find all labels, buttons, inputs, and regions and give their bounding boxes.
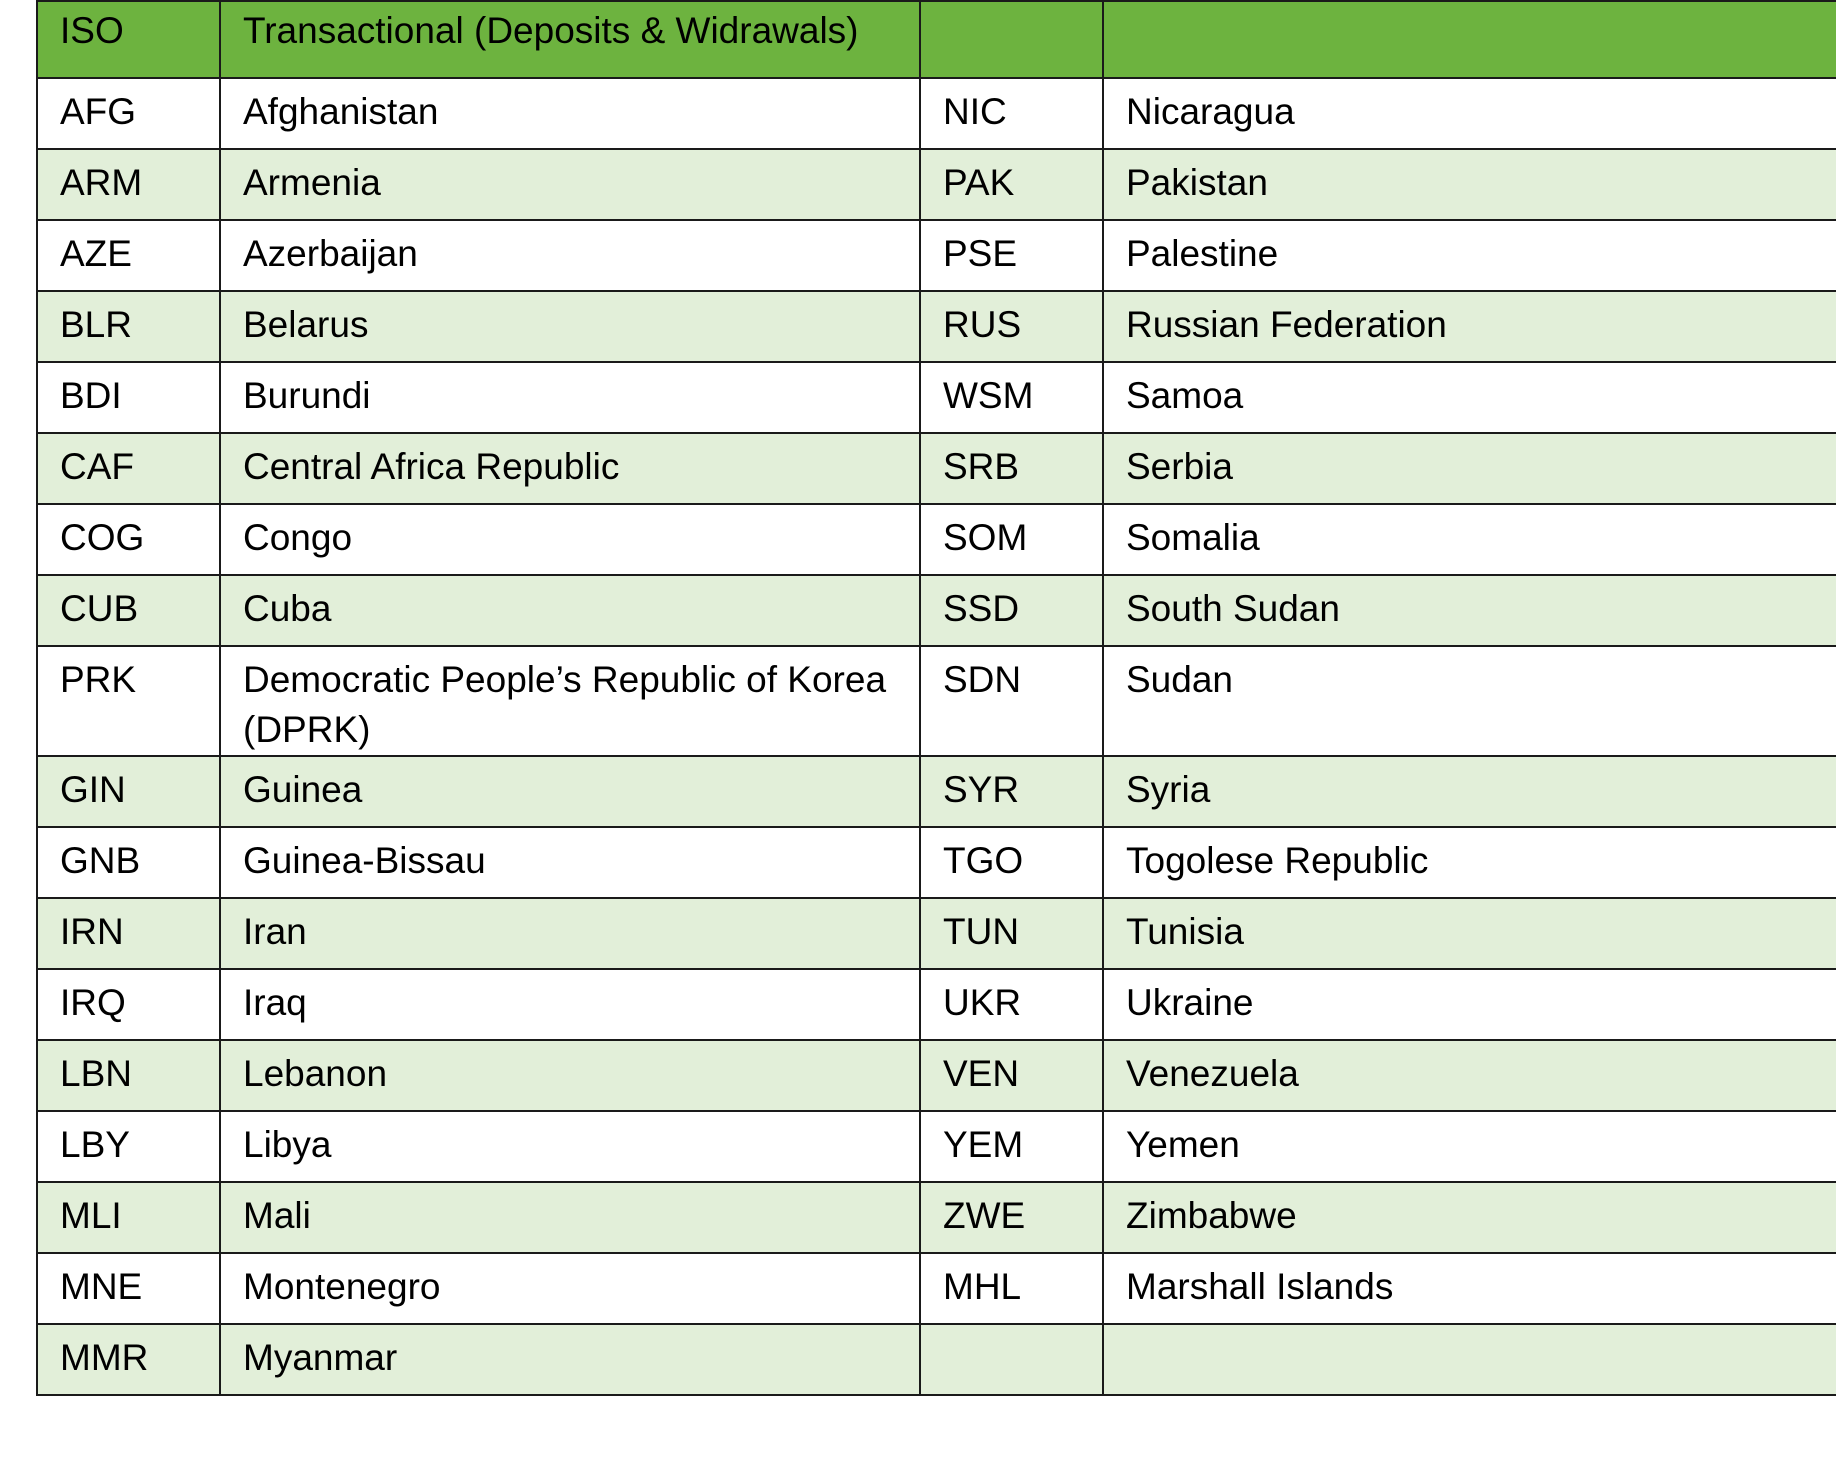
iso-code-cell: WSM	[920, 362, 1103, 433]
table-row	[37, 756, 1836, 827]
iso-code-cell: PAK	[920, 149, 1103, 220]
country-name-cell: Cuba	[220, 575, 920, 646]
country-name-cell: Somalia	[1103, 504, 1836, 575]
iso-code-cell: MMR	[37, 1324, 220, 1395]
country-name-cell: Lebanon	[220, 1040, 920, 1111]
table-row	[37, 827, 1836, 898]
table-row	[37, 898, 1836, 969]
table-row	[37, 1040, 1836, 1111]
iso-code-cell: COG	[37, 504, 220, 575]
iso-code-cell: GIN	[37, 756, 220, 827]
table-row	[37, 1253, 1836, 1324]
country-name-cell: Afghanistan	[220, 78, 920, 149]
iso-code-cell: PRK	[37, 646, 220, 756]
iso-code-cell: SDN	[920, 646, 1103, 756]
iso-code-cell: IRN	[37, 898, 220, 969]
country-name-cell: Syria	[1103, 756, 1836, 827]
table-row	[37, 1111, 1836, 1182]
country-iso-table	[36, 0, 1836, 1396]
iso-code-cell: MLI	[37, 1182, 220, 1253]
iso-code-cell: NIC	[920, 78, 1103, 149]
country-name-cell: Guinea-Bissau	[220, 827, 920, 898]
country-name-cell: Armenia	[220, 149, 920, 220]
iso-code-cell: CAF	[37, 433, 220, 504]
country-name-cell: Ukraine	[1103, 969, 1836, 1040]
iso-code-cell: VEN	[920, 1040, 1103, 1111]
country-name-cell: Guinea	[220, 756, 920, 827]
country-name-cell: South Sudan	[1103, 575, 1836, 646]
iso-code-cell: UKR	[920, 969, 1103, 1040]
country-name-cell: Palestine	[1103, 220, 1836, 291]
iso-code-cell: PSE	[920, 220, 1103, 291]
iso-code-cell: MHL	[920, 1253, 1103, 1324]
country-name-cell: Iraq	[220, 969, 920, 1040]
country-name-cell: Iran	[220, 898, 920, 969]
table-row	[37, 646, 1836, 756]
country-name-cell: Yemen	[1103, 1111, 1836, 1182]
country-name-cell: Montenegro	[220, 1253, 920, 1324]
header-blank	[1103, 1, 1836, 78]
country-name-cell: Marshall Islands	[1103, 1253, 1836, 1324]
iso-code-cell: IRQ	[37, 969, 220, 1040]
iso-code-cell: SYR	[920, 756, 1103, 827]
country-name-cell: Democratic People’s Republic of Korea (DPRK)	[220, 646, 920, 756]
country-name-cell: Zimbabwe	[1103, 1182, 1836, 1253]
country-name-cell: Pakistan	[1103, 149, 1836, 220]
iso-code-cell: CUB	[37, 575, 220, 646]
iso-code-cell: LBN	[37, 1040, 220, 1111]
iso-code-cell: BLR	[37, 291, 220, 362]
iso-code-cell	[920, 1324, 1103, 1395]
table-row	[37, 220, 1836, 291]
table-row	[37, 362, 1836, 433]
iso-code-cell: TGO	[920, 827, 1103, 898]
table-row	[37, 433, 1836, 504]
iso-code-cell: RUS	[920, 291, 1103, 362]
iso-code-cell: ARM	[37, 149, 220, 220]
country-name-cell: Togolese Republic	[1103, 827, 1836, 898]
country-name-cell: Russian Federation	[1103, 291, 1836, 362]
iso-code-cell: AFG	[37, 78, 220, 149]
table-row	[37, 969, 1836, 1040]
header-blank	[920, 1, 1103, 78]
country-name-cell	[1103, 1324, 1836, 1395]
iso-code-cell: AZE	[37, 220, 220, 291]
header-iso: ISO	[37, 1, 220, 78]
iso-code-cell: YEM	[920, 1111, 1103, 1182]
table-row	[37, 149, 1836, 220]
iso-code-cell: BDI	[37, 362, 220, 433]
table-row	[37, 1324, 1836, 1395]
table-row	[37, 1182, 1836, 1253]
iso-code-cell: SOM	[920, 504, 1103, 575]
country-name-cell: Myanmar	[220, 1324, 920, 1395]
country-name-cell: Serbia	[1103, 433, 1836, 504]
iso-code-cell: MNE	[37, 1253, 220, 1324]
country-name-cell: Libya	[220, 1111, 920, 1182]
country-name-cell: Venezuela	[1103, 1040, 1836, 1111]
table-body	[37, 1, 1836, 1395]
table-row	[37, 291, 1836, 362]
country-name-cell: Samoa	[1103, 362, 1836, 433]
country-name-cell: Belarus	[220, 291, 920, 362]
table-row	[37, 78, 1836, 149]
iso-code-cell: SSD	[920, 575, 1103, 646]
table-header-row	[37, 1, 1836, 78]
iso-code-cell: TUN	[920, 898, 1103, 969]
country-name-cell: Congo	[220, 504, 920, 575]
country-name-cell: Mali	[220, 1182, 920, 1253]
table-row	[37, 504, 1836, 575]
country-name-cell: Azerbaijan	[220, 220, 920, 291]
header-transactional: Transactional (Deposits & Widrawals)	[220, 1, 920, 78]
iso-code-cell: LBY	[37, 1111, 220, 1182]
table-row	[37, 575, 1836, 646]
iso-code-cell: GNB	[37, 827, 220, 898]
country-name-cell: Central Africa Republic	[220, 433, 920, 504]
iso-code-cell: SRB	[920, 433, 1103, 504]
country-name-cell: Burundi	[220, 362, 920, 433]
country-name-cell: Sudan	[1103, 646, 1836, 756]
country-name-cell: Nicaragua	[1103, 78, 1836, 149]
iso-code-cell: ZWE	[920, 1182, 1103, 1253]
country-name-cell: Tunisia	[1103, 898, 1836, 969]
